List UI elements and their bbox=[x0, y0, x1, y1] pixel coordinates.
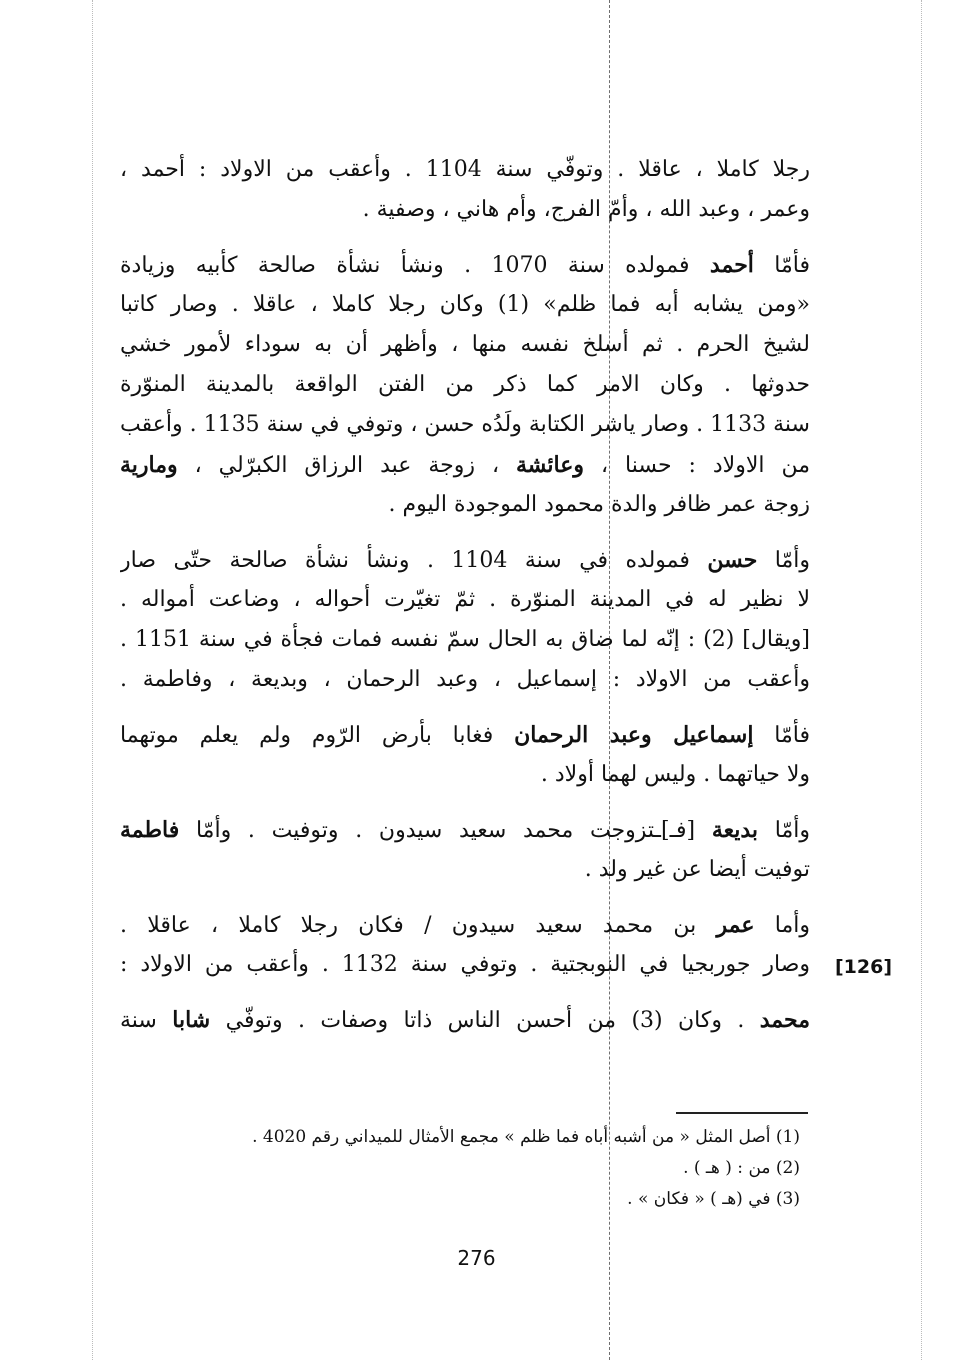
text-line: من الاولاد : حسنا ، وعائشة ، زوجة عبد الرزاق الكبرّلي ، ومارية bbox=[120, 452, 810, 478]
name-ismail-abdulrahman: إسماعيل وعبد الرحمان bbox=[514, 722, 754, 748]
text-line: سنة 1133 . وصار ياشر الكتابة ولَدُه حسن ، وتوفي في سنة 1135 . وأعقب bbox=[120, 412, 810, 437]
text-line: فأمّا أحمد فمولده سنة 1070 . ونشأ نشأة صالحة كأبيه وزيادة bbox=[120, 252, 810, 278]
footnotes bbox=[140, 1122, 800, 1215]
text-line: وأمّا بديعة [فـ]ـتزوجت محمد سعيد سيدون . وتوفيت . وأمّا فاطمة bbox=[120, 817, 810, 843]
original-page-marker: [126] bbox=[835, 956, 893, 978]
text-line: لا نظير له في المدينة المنوّرة . ثمّ تغيّرت أحواله ، وضاعت أمواله . bbox=[120, 587, 810, 612]
text-line: وأعقب من الاولاد : إسماعيل ، وعبد الرحمان ، وبديعة ، وفاطمة . bbox=[120, 667, 810, 692]
scan-guide-right bbox=[921, 0, 922, 1360]
text-line: وأما عمر بن محمد سعيد سيدون / فكان رجلا كاملا ، عاقلا . bbox=[120, 912, 810, 938]
text-line: وأمّا حسن فمولده في سنة 1104 . ونشأ نشأة صالحة حتّى صار bbox=[120, 547, 810, 573]
name-aisha: وعائشة bbox=[516, 452, 584, 478]
name-mariya: ومارية bbox=[120, 452, 178, 478]
text-line: ولا حياتهما . وليس لهما أولاد . bbox=[540, 762, 810, 787]
footnote-divider bbox=[676, 1112, 808, 1114]
text-line: وصار جوربجيا في النوبجتية . وتوفي سنة 1132 . وأعقب من الاولاد : bbox=[120, 952, 810, 977]
footnote: (2) من : ( هـ ) . bbox=[683, 1158, 800, 1178]
name-hasan: حسن bbox=[707, 547, 758, 573]
footnote: (3) في (هـ ) « فكان » . bbox=[627, 1189, 800, 1209]
text-line: توفيت أيضا عن غير ولد . bbox=[584, 857, 810, 882]
main-text bbox=[120, 150, 810, 1040]
text-line: فأمّا إسماعيل وعبد الرحمان فغابا بأرض الرّوم ولم يعلم موتهما bbox=[120, 722, 810, 748]
word-shab: شابا bbox=[172, 1007, 211, 1033]
name-fatima: فاطمة bbox=[120, 817, 180, 843]
text-line: محمد . وكان (3) من أحسن الناس ذاتا وصفات . وتوفّي شابا سنة bbox=[120, 1007, 810, 1033]
name-omar: عمر bbox=[716, 912, 755, 938]
name-badia: بديعة bbox=[711, 817, 759, 843]
text-line: لشيخ الحرم . ثم أسلخ نفسه منها ، وأظهر أن به سوداء لأمور خشي bbox=[120, 332, 810, 357]
text-line: «ومن يشابه أبه فما ظلم» (1) وكان رجلا كاملا ، عاقلا . وصار كاتبا bbox=[120, 292, 810, 317]
name-ahmad: أحمد bbox=[709, 252, 754, 278]
scan-guide-left bbox=[92, 0, 93, 1360]
name-muhammad: محمد bbox=[759, 1007, 810, 1033]
page-number: 276 bbox=[457, 1246, 496, 1270]
text-line: حدوثها . وكان الامر كما ذكر من الفتن الواقعة بالمدينة المنوّرة bbox=[120, 372, 810, 397]
text-line: [ويقال] (2) : إنّه لما ضاق به الحال سمّ نفسه فمات فجأة في سنة 1151 . bbox=[120, 627, 810, 652]
text-line: زوجة عمر ظافر والدة محمود الموجودة اليوم . bbox=[388, 492, 810, 517]
text-line: وعمر ، وعبد الله ، وأمّ الفرج، وأم هاني ، وصفية . bbox=[362, 197, 810, 222]
footnote: (1) أصل المثل « من أشبه أباه فما ظلم » مجمع الأمثال للميداني رقم 4020 . bbox=[252, 1127, 800, 1147]
text-line: رجلا كاملا ، عاقلا . وتوفّي سنة 1104 . وأعقب من الاولاد : أحمد ، bbox=[120, 157, 810, 182]
